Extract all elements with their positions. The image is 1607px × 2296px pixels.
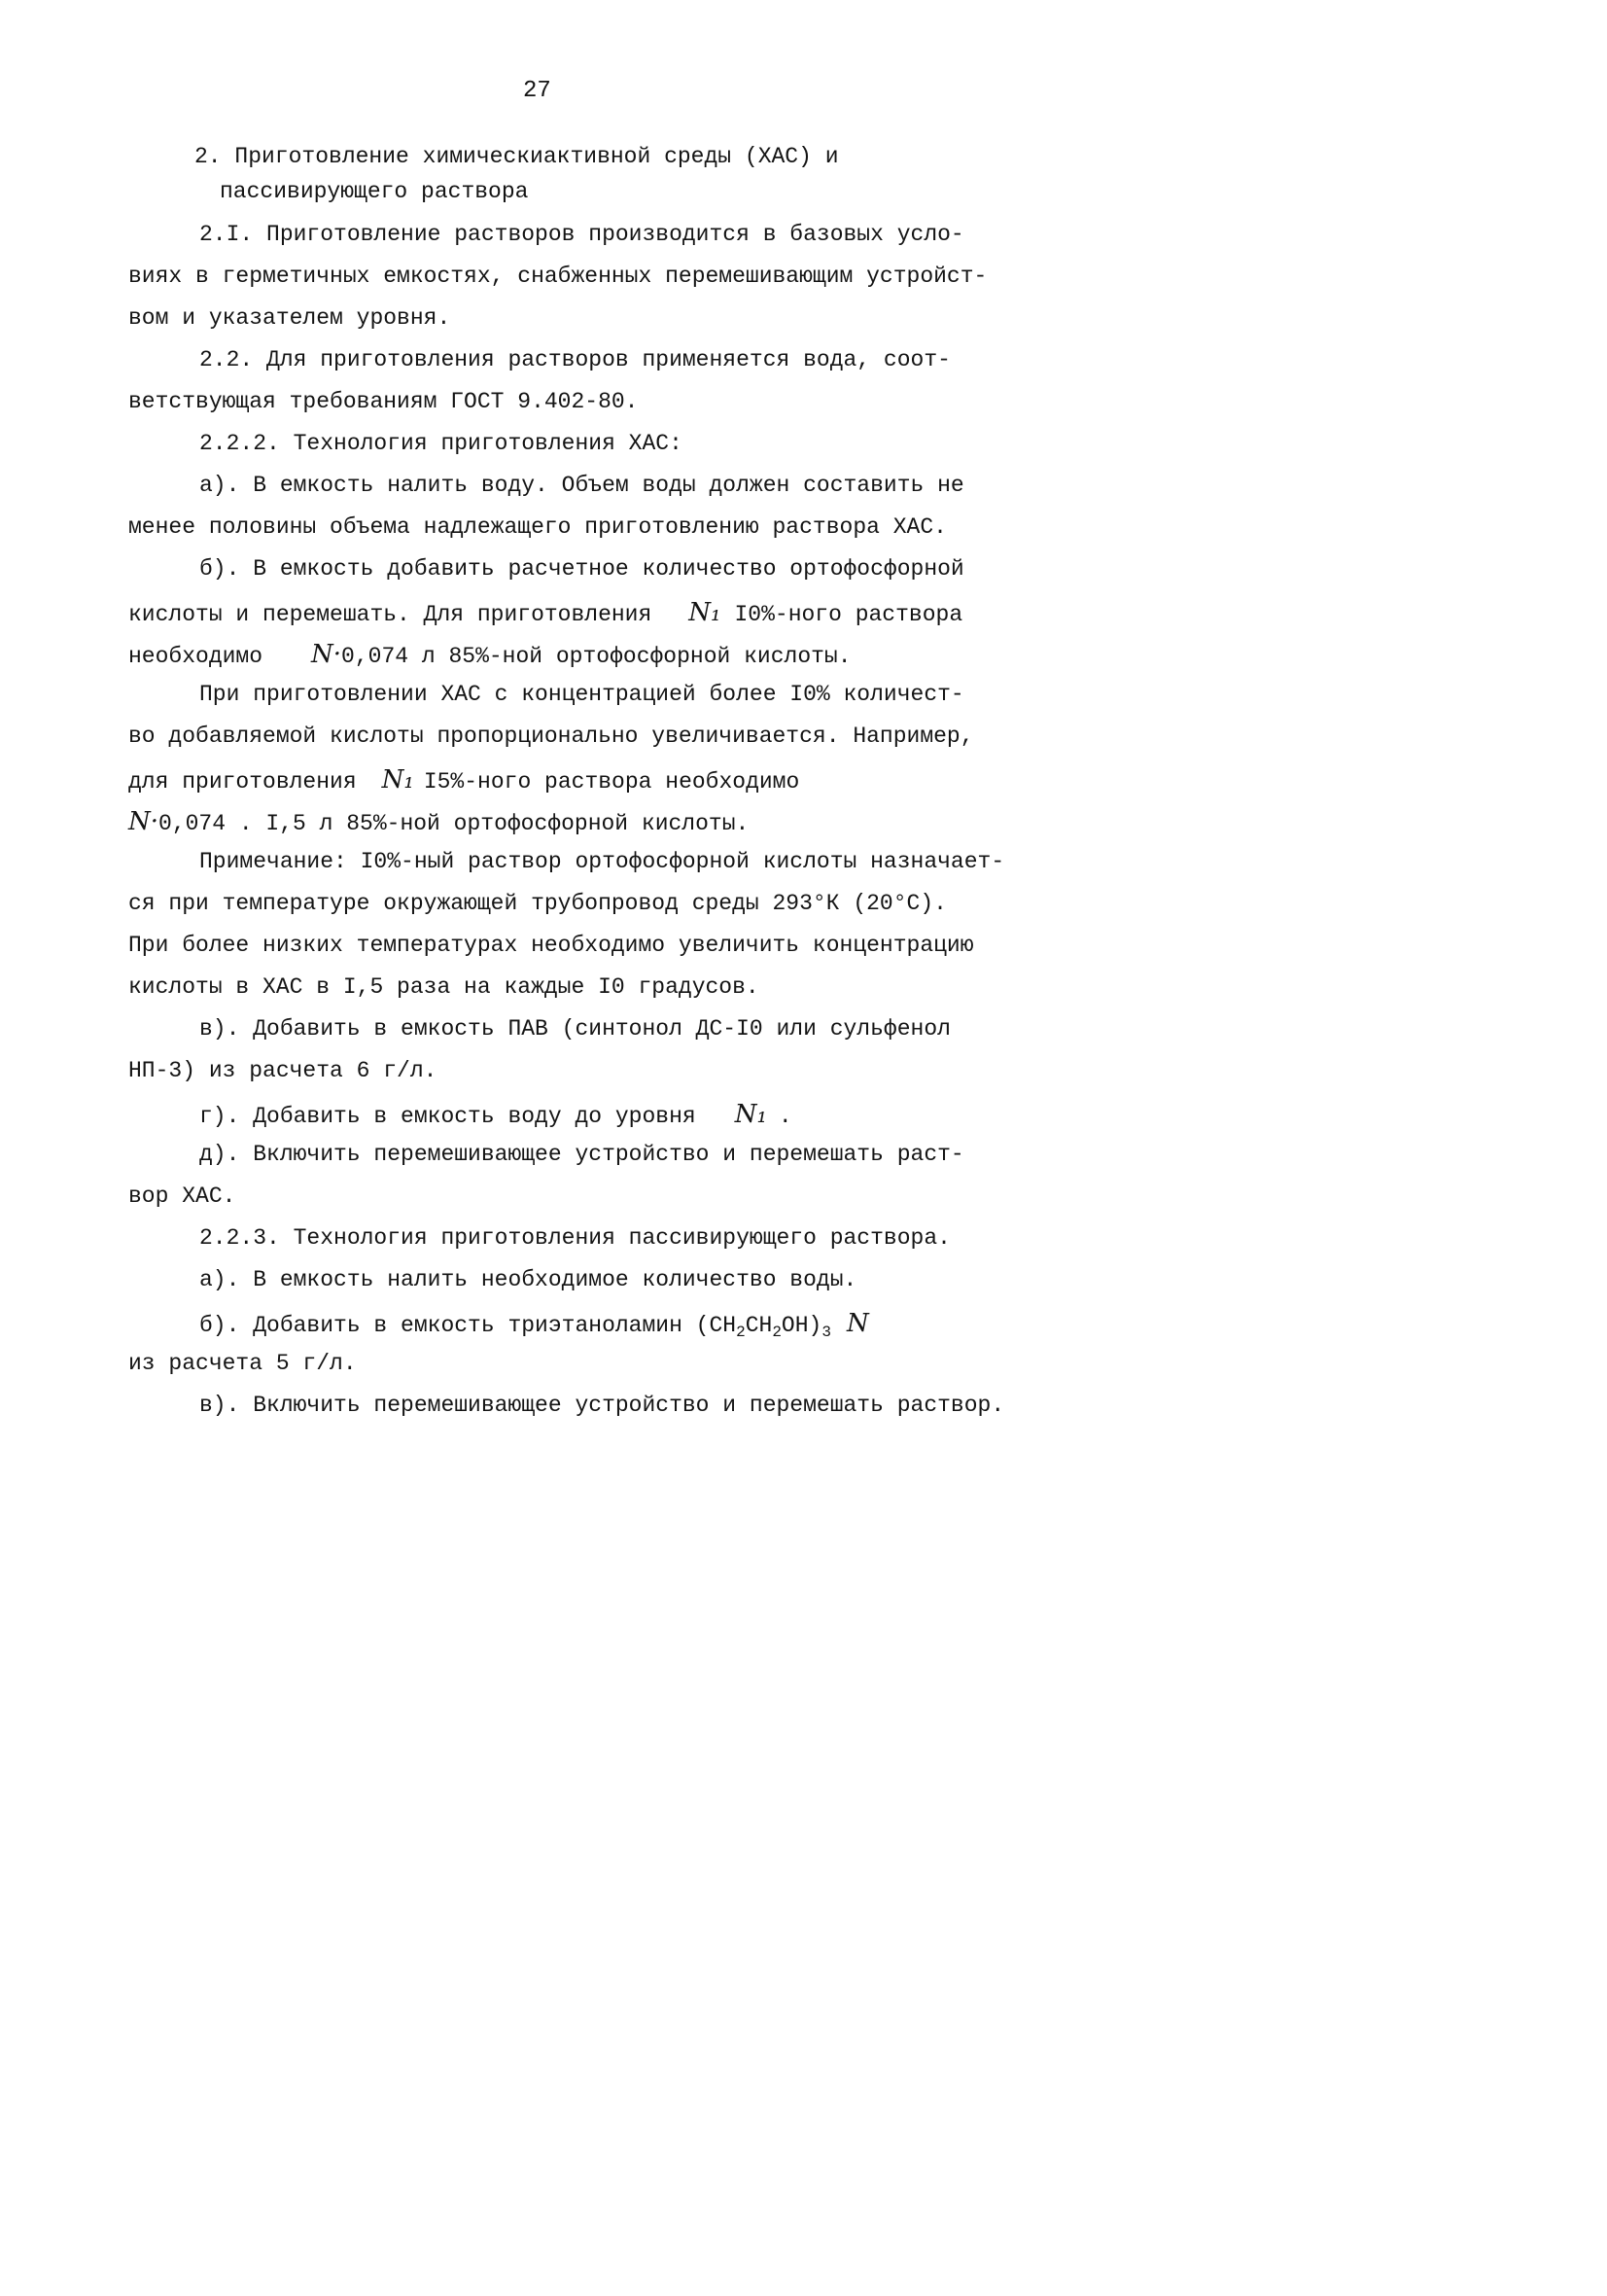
step-d-line1: д). Включить перемешивающее устройство и перемешать раст- <box>199 1142 964 1167</box>
handwritten-symbol: N· <box>311 640 342 669</box>
step-v-line2: НП-3) из расчета 6 г/л. <box>128 1058 437 1083</box>
subscript: 2 <box>736 1324 746 1341</box>
step-b-line2-text: кислоты и перемешать. Для приготовления <box>128 602 652 627</box>
section-heading-line1: 2. Приготовление химическиактивной среды (ХАС) и <box>194 144 839 169</box>
note-line3: При более низких температурах необходимо увеличить концентрацию <box>128 933 974 958</box>
step-g <box>199 1100 792 1131</box>
step-b-line2 <box>128 598 962 629</box>
handwritten-symbol: N₁ <box>381 765 414 795</box>
concentration-para-line3 <box>128 765 799 796</box>
concentration-line3-text: для приготовления <box>128 769 357 795</box>
paragraph-2-2-line2: ветствующая требованиям ГОСТ 9.402-80. <box>128 389 639 414</box>
passivation-step-a: а). В емкость налить необходимое количество воды. <box>199 1267 857 1292</box>
paragraph-2-1-line2: виях в герметичных емкостях, снабженных перемешивающим устройст- <box>128 264 988 289</box>
subsection-2-2-3-title: 2.2.3. Технология приготовления пассивирующего раствора. <box>199 1225 951 1251</box>
concentration-line3-end: I5%-ного раствора необходимо <box>423 769 800 795</box>
handwritten-symbol: N· <box>128 807 159 836</box>
subsection-2-2-2-title: 2.2.2. Технология приготовления ХАС: <box>199 431 682 456</box>
note-line4: кислоты в ХАС в I,5 раза на каждые I0 градусов. <box>128 974 759 1000</box>
section-heading-line2: пассивирующего раствора <box>220 179 529 204</box>
subscript: 3 <box>821 1324 831 1341</box>
concentration-line4-text: 0,074 . I,5 л 85%-ной ортофосфорной кислоты. <box>158 811 750 836</box>
formula-part: OH) <box>781 1313 822 1338</box>
step-b-line2-end: I0%-ного раствора <box>734 602 963 627</box>
step-b-line3-text: необходимо <box>128 644 263 669</box>
paragraph-2-1-line3: вом и указателем уровня. <box>128 305 451 331</box>
formula-part: CH <box>745 1313 773 1338</box>
step-b-line1: б). В емкость добавить расчетное количество ортофосфорной <box>199 556 964 582</box>
concentration-para-line2: во добавляемой кислоты пропорционально увеличивается. Например, <box>128 724 974 749</box>
handwritten-symbol: N₁ <box>734 1100 767 1129</box>
step-g-end: . <box>778 1104 792 1129</box>
step-a-line1: а). В емкость налить воду. Объем воды должен составить не <box>199 473 964 498</box>
document-page <box>0 0 1072 1543</box>
passivation-step-b-line2: из расчета 5 г/л. <box>128 1351 357 1376</box>
passivation-step-b-line1 <box>199 1309 869 1342</box>
handwritten-symbol: N₁ <box>688 598 721 627</box>
paragraph-2-1-line1: 2.I. Приготовление растворов производится в базовых усло- <box>199 222 964 247</box>
step-d-line2: вор ХАС. <box>128 1183 236 1209</box>
subscript: 2 <box>772 1324 782 1341</box>
concentration-para-line4 <box>128 807 749 838</box>
step-g-text: г). Добавить в емкость воду до уровня <box>199 1104 696 1129</box>
step-b-line3-end: 0,074 л 85%-ной ортофосфорной кислоты. <box>341 644 852 669</box>
step-b-line3 <box>128 640 852 671</box>
handwritten-symbol: N <box>846 1309 869 1338</box>
note-line1: Примечание: I0%-ный раствор ортофосфорной кислоты назначает- <box>199 849 1005 874</box>
page-number: 27 <box>523 78 551 104</box>
step-a-line2: менее половины объема надлежащего приготовлению раствора ХАС. <box>128 514 947 540</box>
note-line2: ся при температуре окружающей трубопровод среды 293°К (20°С). <box>128 891 947 916</box>
passivation-step-v: в). Включить перемешивающее устройство и перемешать раствор. <box>199 1393 1005 1418</box>
passivation-step-b-text: б). Добавить в емкость триэтаноламин (CH <box>199 1313 737 1338</box>
paragraph-2-2-line1: 2.2. Для приготовления растворов применяется вода, соот- <box>199 347 951 372</box>
concentration-para-line1: При приготовлении ХАС с концентрацией более I0% количест- <box>199 682 964 707</box>
step-v-line1: в). Добавить в емкость ПАВ (синтонол ДС-I0 или сульфенол <box>199 1016 951 1042</box>
